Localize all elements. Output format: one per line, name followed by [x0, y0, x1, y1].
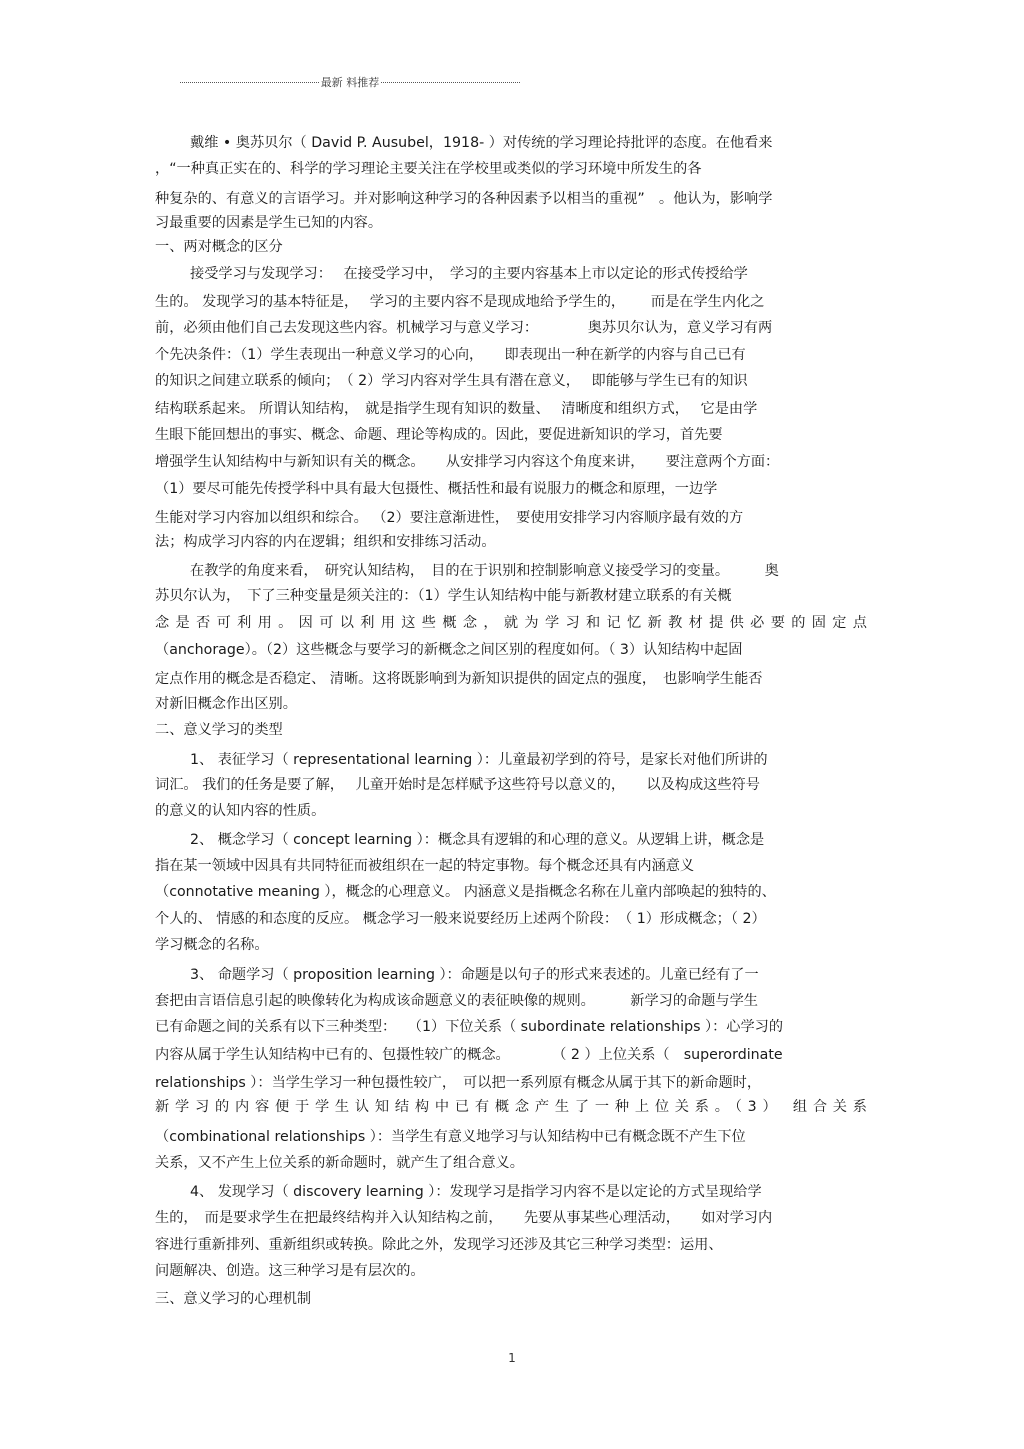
text-line: 问题解决、创造。这三种学习是有层次的。	[155, 1263, 425, 1279]
text-line: ，“一种真正实在的、科学的学习理论主要关注在学校里或类似的学习环境中所发生的各	[155, 161, 702, 177]
text-line: 指在某一领域中因具有共同特征而被组织在一起的特定事物。每个概念还具有内涵意义	[155, 858, 695, 874]
text-line: 生的。 发现学习的基本特征是， 学习的主要内容不是现成地给予学生的， 而是在学生内化之	[155, 294, 765, 310]
text-line: 念是否可利用。因可以利用这些概念，就为学习和记忆新教材提供必要的固定点	[155, 615, 867, 631]
text-line: 2、 概念学习（ concept learning ）：概念具有逻辑的和心理的意义。从逻辑上讲，概念是	[190, 832, 765, 848]
text-line: 种复杂的、有意义的言语学习。并对影响这种学习的各种因素予以相当的重视” 。他认为，影响学	[155, 191, 773, 207]
text-line: 1、 表征学习（ representational learning ）：儿童最初学到的符号，是家长对他们所讲的	[190, 752, 768, 768]
text-line: （combinational relationships ）：当学生有意义地学习与认知结构中已有概念既不产生下位	[155, 1129, 746, 1145]
header-rule-right	[381, 82, 520, 83]
text-line: 个先决条件：（1）学生表现出一种意义学习的心向， 即表现出一种在新学的内容与自己已有	[155, 347, 746, 363]
text-line: 容进行重新排列、重新组织或转换。除此之外，发现学习还涉及其它三种学习类型：运用、	[155, 1237, 723, 1253]
text-line: 生能对学习内容加以组织和综合。 （2）要注意渐进性， 要使用安排学习内容顺序最有效的方	[155, 510, 744, 526]
text-line: 前，必须由他们自己去发现这些内容。机械学习与意义学习： 奥苏贝尔认为，意义学习有两	[155, 320, 773, 336]
text-line: 的知识之间建立联系的倾向； （ 2）学习内容对学生具有潜在意义， 即能够与学生已有的知识	[155, 373, 748, 389]
text-line: 词汇。 我们的任务是要了解， 儿童开始时是怎样赋予这些符号以意义的， 以及构成这些符号	[155, 777, 760, 793]
section-heading: 二、意义学习的类型	[155, 722, 283, 738]
text-line: 法；构成学习内容的内在逻辑；组织和安排练习活动。	[155, 534, 496, 550]
text-line: 个人的、 情感的和态度的反应。 概念学习一般来说要经历上述两个阶段： （ 1）形成概念；（ 2）	[155, 911, 766, 927]
text-line: 对新旧概念作出区别。	[155, 696, 297, 712]
text-line: 生的， 而是要求学生在把最终结构并入认知结构之前， 先要从事某些心理活动， 如对学习内	[155, 1210, 773, 1226]
text-line: 的意义的认知内容的性质。	[155, 803, 326, 819]
page-footer	[0, 1351, 1024, 1365]
text-line: （1）要尽可能先传授学科中具有最大包摄性、概括性和最有说服力的概念和原理，一边学	[155, 481, 718, 497]
text-line: 增强学生认知结构中与新知识有关的概念。 从安排学习内容这个角度来讲， 要注意两个方面：	[155, 454, 780, 470]
header-label: 最新 料推荐	[320, 76, 380, 89]
header-rule-left	[180, 82, 319, 83]
text-line: 在教学的角度来看， 研究认知结构， 目的在于识别和控制影响意义接受学习的变量。 奥	[190, 563, 779, 579]
text-line: 学习概念的名称。	[155, 937, 269, 953]
text-line: 4、 发现学习（ discovery learning ）：发现学习是指学习内容不是以定论的方式呈现给学	[190, 1184, 762, 1200]
text-line: 习最重要的因素是学生已知的内容。	[155, 215, 383, 231]
text-line: 苏贝尔认为， 下了三种变量是须关注的：（1）学生认知结构中能与新教材建立联系的有关概	[155, 588, 732, 604]
text-line: 已有命题之间的关系有以下三种类型： （1）下位关系（ subordinate relationships ）：心学习的	[155, 1019, 784, 1035]
text-line: 结构联系起来。 所谓认知结构， 就是指学生现有知识的数量、 清晰度和组织方式， 它是由学	[155, 401, 758, 417]
text-line: relationships ）：当学生学习一种包摄性较广， 可以把一系列原有概念从属于其下的新命题时，	[155, 1075, 762, 1091]
text-line: 生眼下能回想出的事实、概念、命题、理论等构成的。因此，要促进新知识的学习，首先要	[155, 427, 723, 443]
text-line: 接受学习与发现学习： 在接受学习中， 学习的主要内容基本上市以定论的形式传授给学	[190, 266, 748, 282]
text-line: 关系，又不产生上位关系的新命题时，就产生了组合意义。	[155, 1155, 524, 1171]
text-line: （connotative meaning ），概念的心理意义。 内涵意义是指概念名称在儿童内部唤起的独特的、	[155, 884, 776, 900]
text-line: 新学习的内容便于学生认知结构中已有概念产生了一种上位关系。（3） 组合关系	[155, 1099, 867, 1115]
text-line: 套把由言语信息引起的映像转化为构成该命题意义的表征映像的规则。 新学习的命题与学生	[155, 993, 758, 1009]
text-line: 戴维 • 奥苏贝尔（ David P. Ausubel，1918- ）对传统的学习理论持批评的态度。在他看来	[190, 135, 773, 151]
text-line: （anchorage）。（2）这些概念与要学习的新概念之间区别的程度如何。（ 3）认知结构中起固	[155, 642, 743, 658]
page-number: 1	[508, 1351, 516, 1365]
text-line: 内容从属于学生认知结构中已有的、包摄性较广的概念。 （ 2 ）上位关系（ superordinate	[155, 1047, 783, 1063]
text-line: 定点作用的概念是否稳定、 清晰。这将既影响到为新知识提供的固定点的强度， 也影响学生能否	[155, 671, 763, 687]
page-header	[180, 74, 520, 90]
text-line: 3、 命题学习（ proposition learning ）：命题是以句子的形式来表述的。儿童已经有了一	[190, 967, 759, 983]
section-heading: 三、意义学习的心理机制	[155, 1291, 312, 1307]
section-heading: 一、两对概念的区分	[155, 239, 283, 255]
